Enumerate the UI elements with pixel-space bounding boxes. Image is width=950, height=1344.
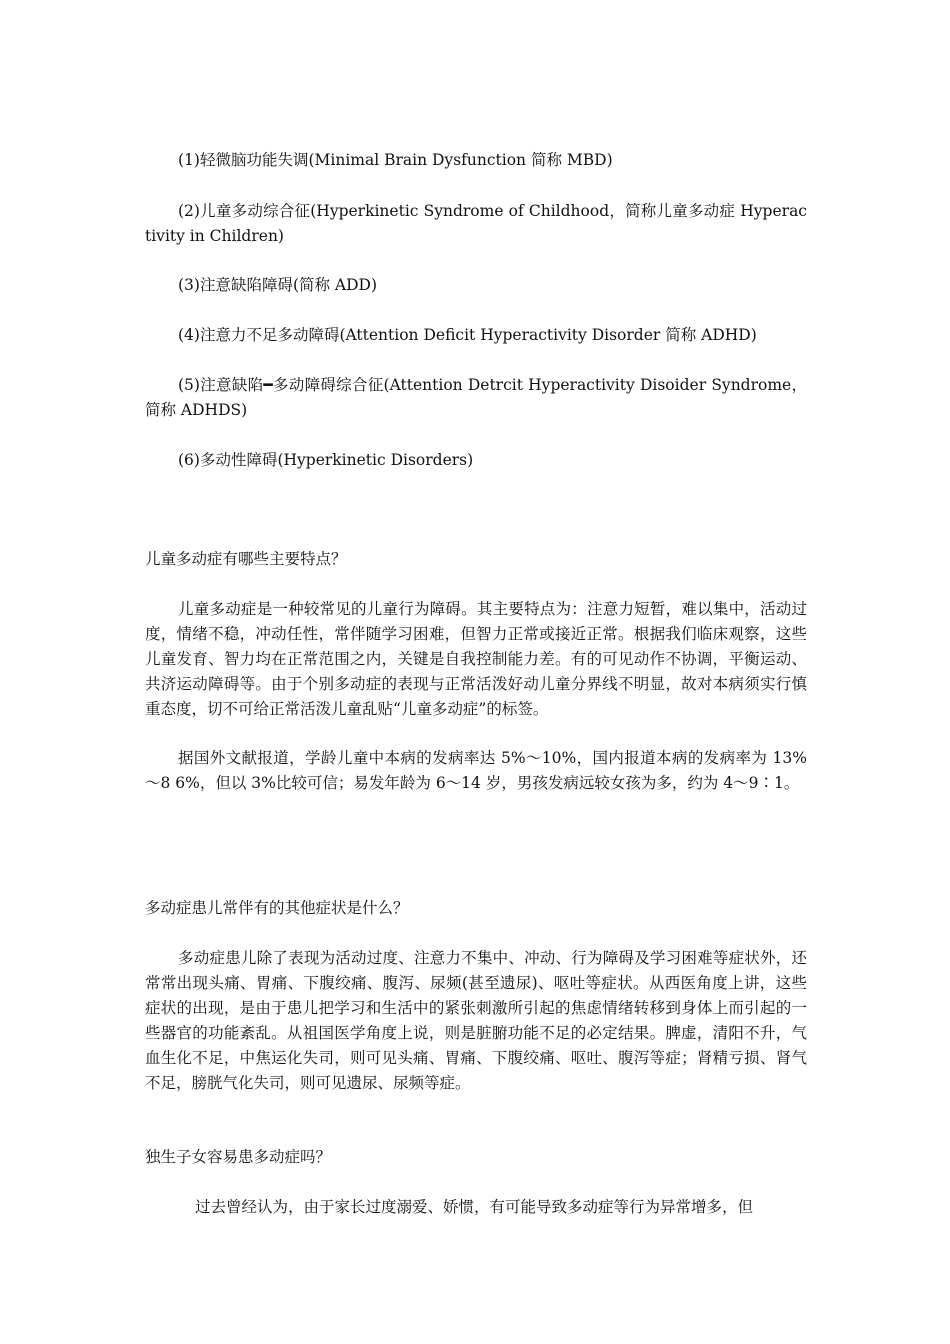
section-paragraph: 据国外文献报道，学龄儿童中本病的发病率达 5%～10%，国内报道本病的发病率为 13%～8 6%，但以 3%比较可信；易发年龄为 6～14 岁，男孩发病远较女孩为多，约为 4～9∶1。 — [145, 749, 807, 792]
section-heading-characteristics: 儿童多动症有哪些主要特点？ — [145, 550, 347, 568]
term-item-6: (6)多动性障碍(Hyperkinetic Disorders) — [178, 451, 474, 469]
section-paragraph: 过去曾经认为，由于家长过度溺爱、娇惯，有可能导致多动症等行为异常增多，但 — [195, 1198, 754, 1216]
term-item-2: (2)儿童多动综合征(Hyperkinetic Syndrome of Childhood，简称儿童多动症 Hyperactivity in Children) — [145, 202, 807, 245]
section-heading-other-symptoms: 多动症患儿常伴有的其他症状是什么？ — [145, 899, 409, 917]
section-paragraph: 多动症患儿除了表现为活动过度、注意力不集中、冲动、行为障碍及学习困难等症状外，还常常出现头痛、胃痛、下腹绞痛、腹泻、尿频(甚至遗尿)、呕吐等症状。从西医角度上讲，这些症状的出现，是由于患儿把学习和生活中的紧张刺激所引起的焦虑情绪转移到身体上而引起的一些器官的功能紊乱。从祖国医学角度上说，则是脏腑功能不足的必定结果。脾虚，清阳不升，气血生化不足，中焦运化失司，则可见头痛、胃痛、下腹绞痛、呕吐、腹泻等症；肾精亏损、肾气不足，膀胱气化失司，则可见遗尿、尿频等症。 — [145, 949, 807, 1092]
term-item-5: (5)注意缺陷━多动障碍综合征(Attention Detrcit Hyperactivity Disoider Syndrome，简称 ADHDS) — [145, 376, 807, 419]
term-item-4: (4)注意力不足多动障碍(Attention Deficit Hyperactivity Disorder 简称 ADHD) — [178, 326, 757, 344]
term-item-1: (1)轻微脑功能失调(Minimal Brain Dysfunction 简称 MBD) — [178, 151, 613, 169]
term-item-3: (3)注意缺陷障碍(简称 ADD) — [178, 276, 378, 294]
section-heading-only-child: 独生子女容易患多动症吗？ — [145, 1148, 332, 1166]
section-paragraph: 儿童多动症是一种较常见的儿童行为障碍。其主要特点为：注意力短暂，难以集中，活动过度，情绪不稳，冲动任性，常伴随学习困难，但智力正常或接近正常。根据我们临床观察，这些儿童发育、智力均在正常范围之内，关键是自我控制能力差。有的可见动作不协调，平衡运动、共济运动障碍等。由于个别多动症的表现与正常活泼好动儿童分界线不明显，故对本病须实行慎重态度，切不可给正常活泼儿童乱贴“儿童多动症”的标签。 — [145, 600, 807, 718]
